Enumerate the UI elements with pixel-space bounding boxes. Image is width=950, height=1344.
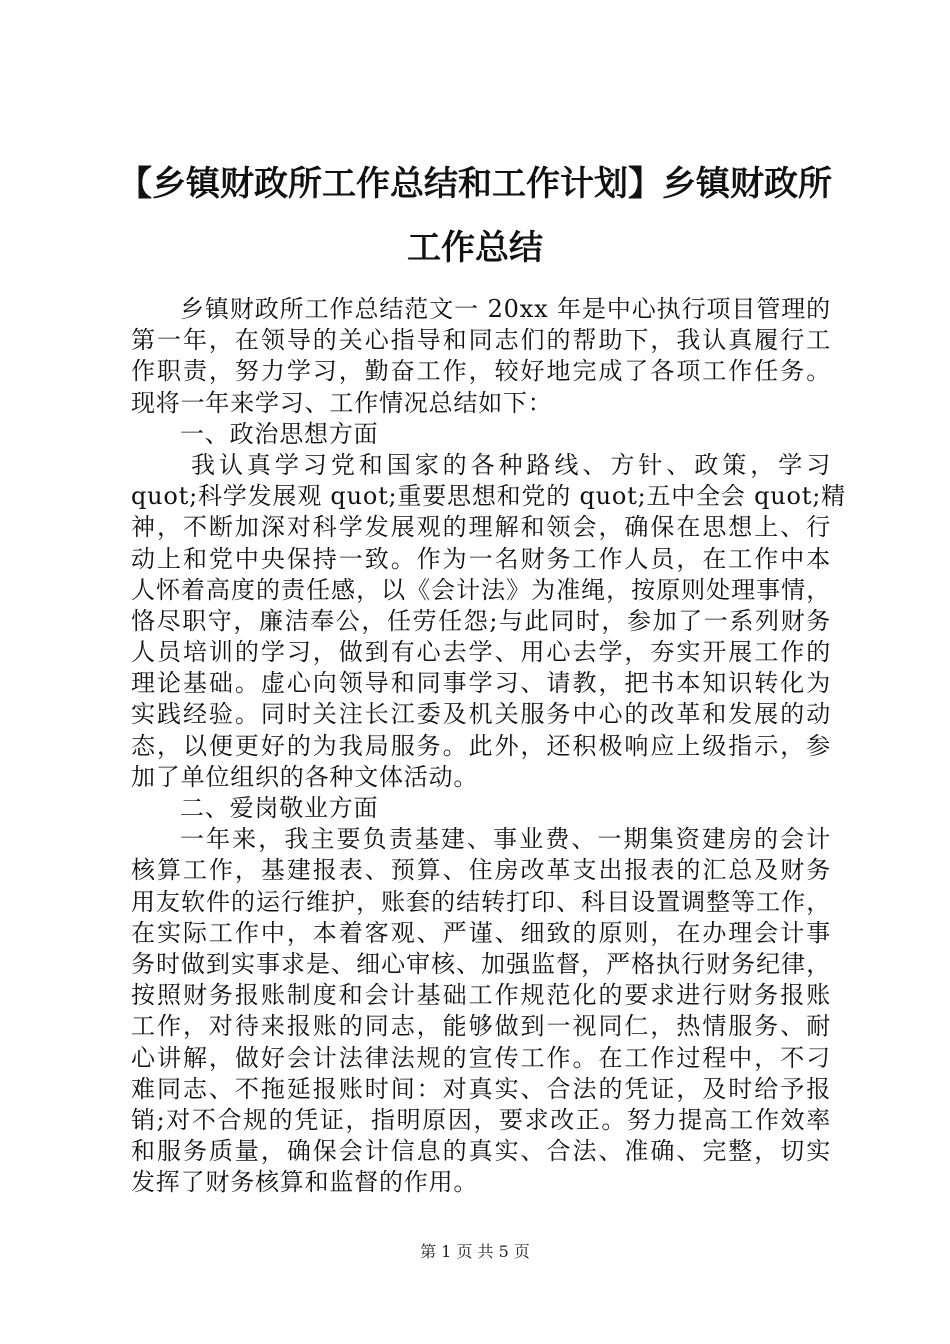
section-heading-dedication: 二、爱岗敬业方面 [180,794,379,822]
body-line: 人怀着高度的责任感，以《会计法》为准绳，按原则处理事情， [131,575,831,604]
document-title: 【乡镇财政所工作总结和工作计划】乡镇财政所工作总结 [118,164,832,268]
body-line: 态，以便更好的为我局服务。此外，还积极响应上级指示，参 [131,731,831,760]
body-line: 恪尽职守，廉洁奉公，任劳任怨;与此同时，参加了一系列财务 [131,606,831,635]
section-heading-politics: 一、政治思想方面 [180,419,379,448]
body-line: 心讲解，做好会计法律法规的宣传工作。在工作过程中，不刁 [131,1043,831,1072]
body-line: 第一年，在领导的关心指导和同志们的帮助下，我认真履行工 [131,326,831,355]
body-line: 和服务质量，确保会计信息的真实、合法、准确、完整，切实 [131,1137,831,1166]
body-line: 按照财务报账制度和会计基础工作规范化的要求进行财务报账 [131,981,831,1010]
body-line: 销;对不合规的凭证，指明原因，要求改正。努力提高工作效率 [131,1105,831,1134]
body-line: 我认真学习党和国家的各种路线、方针、政策，学习 [191,450,831,479]
body-line: 一年来，我主要负责基建、事业费、一期集资建房的会计 [180,825,831,854]
body-line: quot;科学发展观 quot;重要思想和党的 quot;五中全会 quot;精 [131,482,846,511]
body-line: 难同志、不拖延报账时间：对真实、合法的凭证，及时给予报 [131,1074,831,1103]
body-line: 神，不断加深对科学发展观的理解和领会，确保在思想上、行 [131,513,831,542]
body-line: 作职责，努力学习，勤奋工作，较好地完成了各项工作任务。 [131,357,831,386]
body-line: 乡镇财政所工作总结范文一 20xx 年是中心执行项目管理的 [180,295,831,323]
body-line: 实践经验。同时关注长江委及机关服务中心的改革和发展的动 [131,700,831,729]
body-line: 动上和党中央保持一致。作为一名财务工作人员，在工作中本 [131,544,831,573]
document-body [131,294,846,1198]
body-line: 理论基础。虚心向领导和同事学习、请教，把书本知识转化为 [131,669,831,698]
body-line: 核算工作，基建报表、预算、住房改革支出报表的汇总及财务 [131,856,831,885]
body-line: 用友软件的运行维护，账套的结转打印、科目设置调整等工作， [131,887,831,916]
body-line: 发挥了财务核算和监督的作用。 [131,1168,479,1197]
body-line: 加了单位组织的各种文体活动。 [131,762,479,791]
body-line: 在实际工作中，本着客观、严谨、细致的原则，在办理会计事 [131,918,831,947]
body-line: 务时做到实事求是、细心审核、加强监督，严格执行财务纪律， [131,949,831,978]
body-line: 现将一年来学习、工作情况总结如下： [131,388,553,417]
body-line: 人员培训的学习，做到有心去学、用心去学，夯实开展工作的 [131,638,831,667]
page-number-footer: 第 1 页 共 5 页 [420,1242,530,1261]
body-line: 工作，对待来报账的同志，能够做到一视同仁，热情服务、耐 [131,1012,831,1041]
